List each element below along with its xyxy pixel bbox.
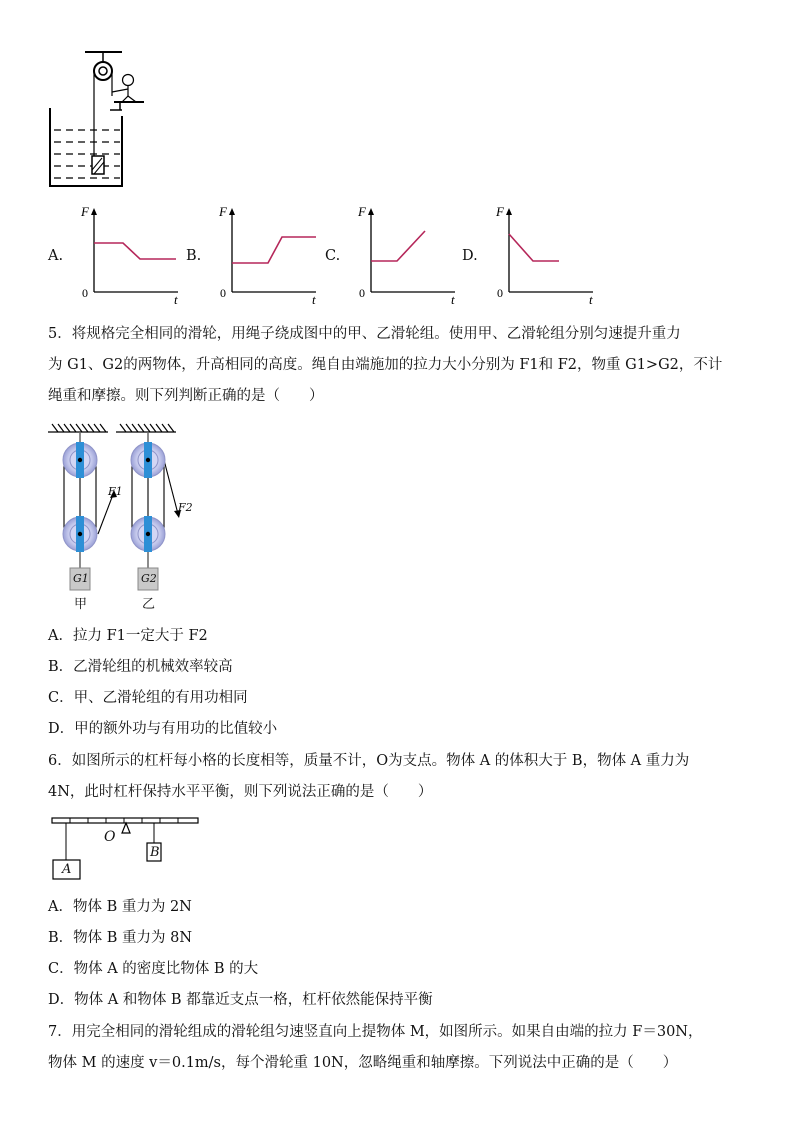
q6-option-c[interactable]: C．物体 A 的密度比物体 B 的大 — [48, 961, 259, 977]
graph-d-line — [509, 234, 559, 261]
q6-option-b[interactable]: B．物体 B 重力为 8N — [48, 930, 193, 946]
pulley-jia-top — [63, 442, 97, 478]
x-axis-label: t — [589, 292, 593, 307]
option-d-label: D. — [462, 248, 478, 264]
label-f1: F1 — [108, 485, 123, 498]
y-axis-label: F — [358, 204, 366, 219]
origin-label: 0 — [82, 286, 88, 300]
q5-option-a[interactable]: A．拉力 F1一定大于 F2 — [48, 628, 208, 644]
q6-line-1: 6．如图所示的杠杆每小格的长度相等，质量不计，O为支点。物体 A 的体积大于 B，物体 A 重力为 — [48, 753, 690, 769]
label-o: O — [104, 829, 116, 845]
y-axis-arrow — [229, 208, 235, 215]
graph-a-line — [94, 243, 176, 259]
q7-line-2: 物体 M 的速度 v＝0.1m/s，每个滑轮重 10N，忽略绳重和轴摩擦。下列说法中正确的是（ ） — [48, 1055, 678, 1071]
option-b-label: B. — [186, 248, 202, 264]
q5-option-c[interactable]: C．甲、乙滑轮组的有用功相同 — [48, 690, 248, 706]
q6-option-d[interactable]: D．物体 A 和物体 B 都靠近支点一格，杠杆依然能保持平衡 — [48, 992, 433, 1008]
option-a-label: A. — [48, 248, 64, 264]
origin-label: 0 — [220, 286, 226, 300]
q5-line-2: 为 G1、G2的两物体，升高相同的高度。绳自由端施加的拉力大小分别为 F1和 F2，物重 G1>G2，不计 — [48, 357, 723, 373]
label-f2: F2 — [178, 501, 193, 514]
tank-pulley-figure — [40, 44, 160, 194]
q5-line-3: 绳重和摩擦。则下列判断正确的是（ ） — [48, 388, 324, 404]
option-c-label: C. — [325, 248, 341, 264]
label-b: B — [150, 845, 160, 860]
label-a: A — [62, 862, 72, 877]
y-axis-arrow — [368, 208, 374, 215]
y-axis-label: F — [81, 204, 89, 219]
graph-b — [216, 200, 326, 308]
graph-a — [78, 200, 188, 308]
y-axis-label: F — [219, 204, 227, 219]
y-axis-arrow — [506, 208, 512, 215]
origin-label: 0 — [497, 286, 503, 300]
label-g1: G1 — [73, 572, 89, 585]
y-axis-label: F — [496, 204, 504, 219]
q6-option-a[interactable]: A．物体 B 重力为 2N — [48, 899, 192, 915]
q7-line-1: 7．用完全相同的滑轮组成的滑轮组匀速竖直向上提物体 M，如图所示。如果自由端的拉力 F＝30N， — [48, 1024, 703, 1040]
graph-c — [355, 200, 465, 308]
x-axis-label: t — [174, 292, 178, 307]
x-axis-label: t — [451, 292, 455, 307]
pulley-yi-top — [131, 442, 165, 478]
q5-option-d[interactable]: D．甲的额外功与有用功的比值较小 — [48, 721, 278, 737]
label-yi: 乙 — [142, 597, 156, 612]
q6-line-2: 4N，此时杠杆保持水平平衡，则下列说法正确的是（ ） — [48, 784, 433, 800]
label-g2: G2 — [141, 572, 157, 585]
graph-c-line — [371, 231, 425, 261]
q5-option-b[interactable]: B．乙滑轮组的机械效率较高 — [48, 659, 233, 675]
pulley-yi-bottom — [131, 516, 165, 552]
q5-line-1: 5．将规格完全相同的滑轮，用绳子绕成图中的甲、乙滑轮组。使用甲、乙滑轮组分别匀速提升重力 — [48, 326, 681, 342]
pulley-jia-bottom — [63, 516, 97, 552]
x-axis-label: t — [312, 292, 316, 307]
label-jia: 甲 — [74, 597, 88, 612]
y-axis-arrow — [91, 208, 97, 215]
pulley-systems-figure — [38, 418, 208, 614]
origin-label: 0 — [359, 286, 365, 300]
graph-b-line — [232, 237, 316, 263]
graph-d — [493, 200, 603, 308]
